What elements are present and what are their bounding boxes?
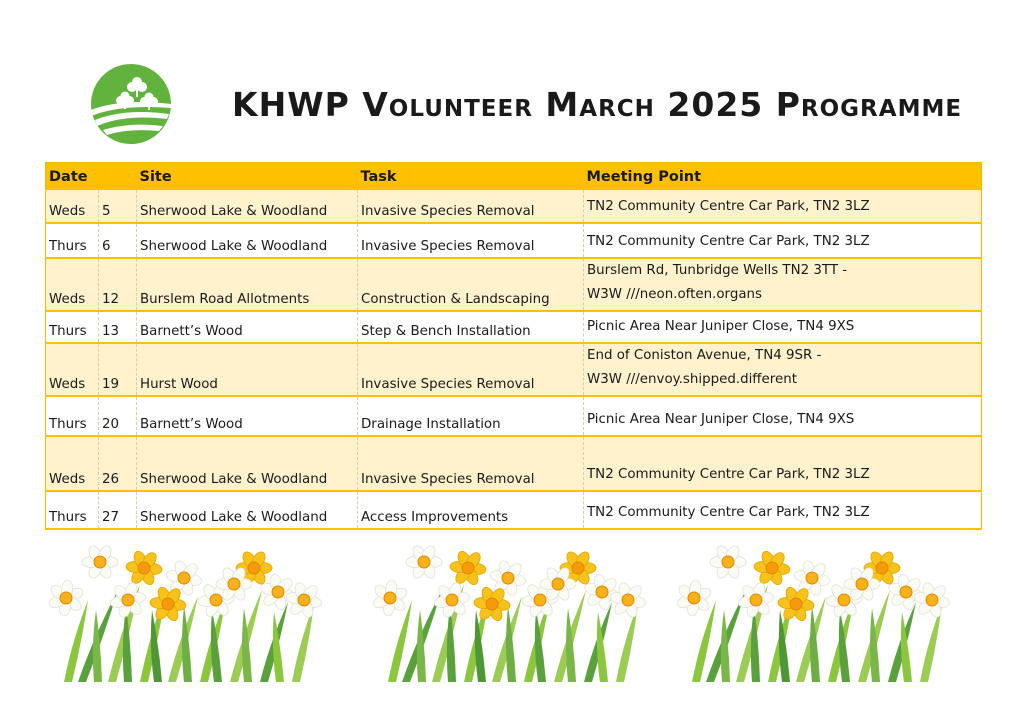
cell-day: Thurs [46, 396, 99, 436]
cell-day: Weds [46, 343, 99, 396]
cell-meeting-point [584, 223, 982, 258]
cell-date-number: 5 [99, 190, 137, 223]
cell-day: Weds [46, 258, 99, 311]
meeting-line: Picnic Area Near Juniper Close, TN4 9XS [587, 412, 855, 427]
table-row [46, 258, 982, 311]
table-row [46, 190, 982, 223]
cell-site: Sherwood Lake & Woodland [137, 223, 358, 258]
cell-task: Invasive Species Removal [358, 223, 584, 258]
cell-task: Access Improvements [358, 491, 584, 529]
column-header-meeting-point: Meeting Point [584, 163, 982, 191]
cell-date-number: 12 [99, 258, 137, 311]
cell-task: Invasive Species Removal [358, 343, 584, 396]
column-header-site: Site [137, 163, 358, 191]
cell-date-number: 20 [99, 396, 137, 436]
table-row [46, 343, 982, 396]
cell-task: Construction & Landscaping [358, 258, 584, 311]
cell-date-number: 6 [99, 223, 137, 258]
table-row [46, 491, 982, 529]
table-row [46, 436, 982, 491]
cell-site: Hurst Wood [137, 343, 358, 396]
cell-site: Sherwood Lake & Woodland [137, 491, 358, 529]
meeting-line: Picnic Area Near Juniper Close, TN4 9XS [587, 319, 855, 334]
cell-task: Invasive Species Removal [358, 436, 584, 491]
daffodil-cluster-icon [676, 540, 956, 682]
cell-task: Drainage Installation [358, 396, 584, 436]
column-header-day-number [99, 163, 137, 191]
cell-task: Invasive Species Removal [358, 190, 584, 223]
cell-site: Barnett’s Wood [137, 396, 358, 436]
table-row [46, 396, 982, 436]
table-header-row [46, 163, 982, 191]
daffodil-cluster-icon [48, 540, 328, 682]
cell-meeting-point [584, 491, 982, 529]
column-header-date: Date [46, 163, 99, 191]
cell-meeting-point [584, 436, 982, 491]
meeting-line: W3W ///neon.often.organs [587, 287, 762, 302]
cell-date-number: 27 [99, 491, 137, 529]
cell-day: Weds [46, 436, 99, 491]
meeting-line: TN2 Community Centre Car Park, TN2 3LZ [587, 505, 870, 520]
cell-meeting-point [584, 258, 982, 311]
cell-date-number: 19 [99, 343, 137, 396]
khwp-logo-icon [91, 64, 171, 144]
programme-table [45, 162, 982, 530]
cell-date-number: 13 [99, 311, 137, 343]
cell-site: Barnett’s Wood [137, 311, 358, 343]
table-row [46, 223, 982, 258]
meeting-line: TN2 Community Centre Car Park, TN2 3LZ [587, 467, 870, 482]
cell-day: Thurs [46, 491, 99, 529]
cell-site: Burslem Road Allotments [137, 258, 358, 311]
cell-site: Sherwood Lake & Woodland [137, 190, 358, 223]
cell-site: Sherwood Lake & Woodland [137, 436, 358, 491]
cell-meeting-point [584, 311, 982, 343]
cell-day: Thurs [46, 311, 99, 343]
cell-day: Weds [46, 190, 99, 223]
page-title: KHWP Volunteer March 2025 Programme [232, 85, 963, 124]
cell-day: Thurs [46, 223, 99, 258]
meeting-line: TN2 Community Centre Car Park, TN2 3LZ [587, 199, 870, 214]
column-header-task: Task [358, 163, 584, 191]
meeting-line: W3W ///envoy.shipped.different [587, 372, 797, 387]
cell-meeting-point [584, 343, 982, 396]
meeting-line: TN2 Community Centre Car Park, TN2 3LZ [587, 234, 870, 249]
cell-date-number: 26 [99, 436, 137, 491]
table-row [46, 311, 982, 343]
meeting-line: End of Coniston Avenue, TN4 9SR - [587, 348, 822, 363]
cell-meeting-point [584, 396, 982, 436]
daffodil-cluster-icon [372, 540, 652, 682]
cell-meeting-point [584, 190, 982, 223]
cell-task: Step & Bench Installation [358, 311, 584, 343]
meeting-line: Burslem Rd, Tunbridge Wells TN2 3TT - [587, 263, 848, 278]
